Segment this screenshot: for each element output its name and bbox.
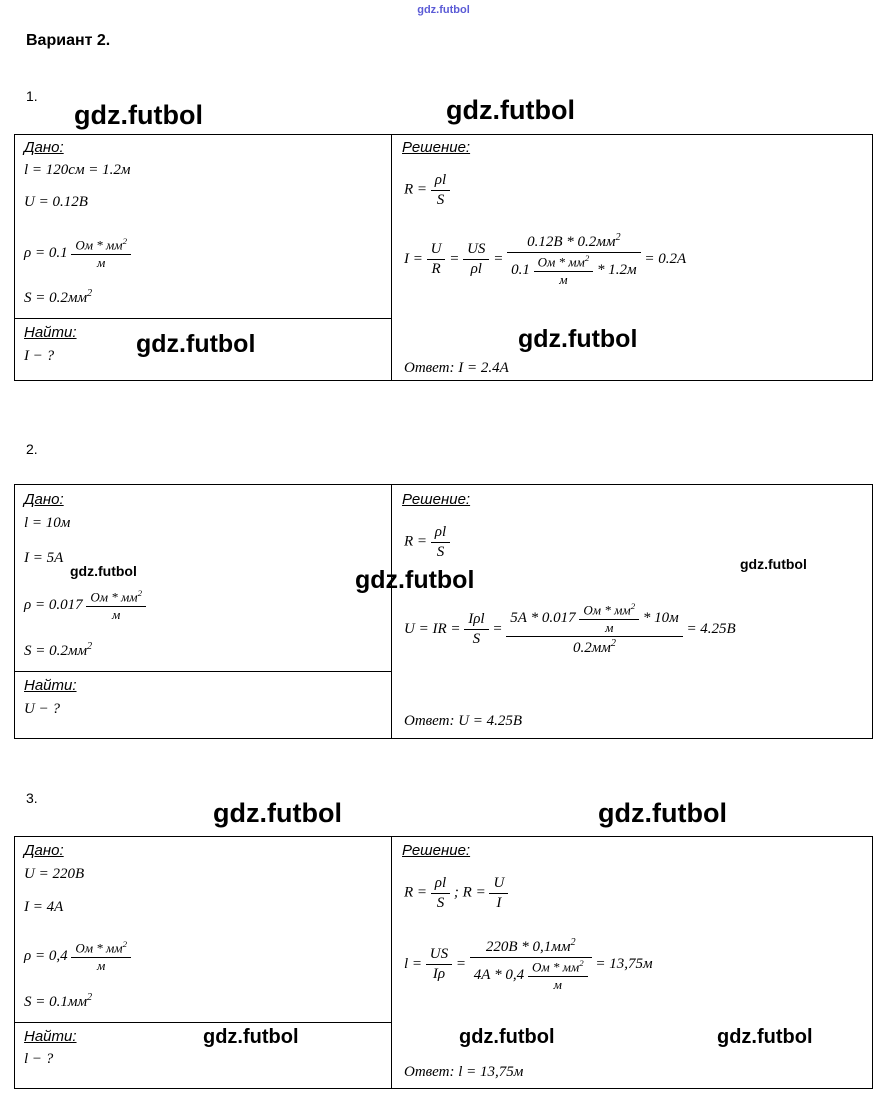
task-2-answer: Ответ: U = 4.25В (404, 713, 523, 729)
task-2-given-l: l = 10м (24, 515, 71, 531)
watermark-top: gdz.futbol (417, 4, 470, 16)
task-3-find-value: l − ? (24, 1051, 54, 1067)
task-1-divider (391, 134, 392, 381)
task-1-given-l: l = 120см = 1.2м (24, 162, 131, 178)
task-2-given-rho: ρ = 0.017 $\frac{Ом * мм^2}{м}$ (24, 589, 146, 622)
task-1-rho-den: м (97, 254, 106, 270)
task-2-given-find-divider (15, 671, 391, 672)
task-3-R-fraction: $\frac{\rho l}{S}$ (431, 875, 450, 912)
task-1-rho-num: Ом * $мм^2$ (71, 237, 131, 255)
watermark: gdz.futbol (459, 1026, 555, 1048)
watermark: gdz.futbol (213, 798, 342, 828)
task-1-rho-fraction (71, 237, 131, 270)
watermark: gdz.futbol (203, 1026, 299, 1048)
task-2-find-value: U − ? (24, 701, 60, 717)
task-1-formula-I: I = $\frac{U}{R}$ = $\frac{US}{\rho l}$ = $0.12В * 0.2мм^2$ 0.1 $\frac{Ом * мм^2}{м}$ * 1.2м = 0.2А (404, 232, 687, 287)
task-1-given-rho (24, 237, 131, 270)
task-1-I-f1: $\frac{U}{R}$ (427, 241, 446, 278)
task-3-formula-l: l = $\frac{US}{I\rho}$ = $220В * 0,1мм^2$ 4А * 0,4 $\frac{Ом * мм^2}{м}$ = 13,75м (404, 937, 653, 992)
task-1-I-f3 (507, 232, 641, 287)
watermark: gdz.futbol (740, 556, 807, 572)
task-1-answer: Ответ: I = 2.4А (404, 360, 509, 376)
watermark: gdz.futbol (446, 95, 575, 125)
watermark: gdz.futbol (598, 798, 727, 828)
task-1-given-find-divider (15, 318, 391, 319)
watermark: gdz.futbol (74, 100, 203, 130)
task-3-l-f1: $\frac{US}{I\rho}$ (426, 946, 452, 983)
solution-label-1: Решение: (402, 139, 471, 156)
watermark: gdz.futbol (70, 563, 137, 579)
task-2-rho-fraction: $\frac{Ом * мм^2}{м}$ (86, 589, 146, 622)
page-title: Вариант 2. (26, 32, 111, 49)
task-2-U-f2-num: 5А * 0.017 $\frac{Ом * мм^2}{м}$ * 10м (506, 602, 682, 637)
task-3-answer: Ответ: l = 13,75м (404, 1064, 524, 1080)
task-3-l-f2-num: $220В * 0,1мм^2$ (470, 937, 592, 958)
task-3-given-U: U = 220В (24, 866, 85, 882)
task-1-R-fraction: $\frac{\rho l}{S}$ (431, 172, 450, 209)
task-1-find-value: I − ? (24, 348, 55, 364)
task-1-formula-R: R = $\frac{\rho l}{S}$ (404, 172, 450, 209)
task-3-l-f2 (470, 937, 592, 992)
task-2-U-f2 (506, 602, 682, 657)
task-2-given-S: $S = 0.2мм^2$ (24, 641, 93, 659)
task-1-given-S: $S = 0.2мм^2$ (24, 288, 93, 306)
task-3-rho-fraction: $\frac{Ом * мм^2}{м}$ (71, 940, 131, 973)
task-2-formula-U: U = IR = $\frac{\text{Iρl}}{S}$ = 5А * 0.017 $\frac{Ом * мм^2}{м}$ * 10м $0.2мм^2$ = 4.25В (404, 601, 736, 657)
task-number-1: 1. (26, 88, 38, 104)
task-3-given-S: $S = 0.1мм^2$ (24, 992, 93, 1010)
solution-label-3: Решение: (402, 842, 471, 859)
task-2-divider (391, 484, 392, 739)
task-2-U-f1: $\frac{\text{Iρl}}{S}$ (464, 611, 488, 648)
task-3-R2-fraction: $\frac{U}{I}$ (489, 875, 508, 912)
given-label-2: Дано: (24, 491, 64, 508)
task-1-given-U: U = 0.12В (24, 194, 88, 210)
task-2-formula-R: R = $\frac{\rho l}{S}$ (404, 524, 450, 561)
task-3-given-rho: ρ = 0,4 $\frac{Ом * мм^2}{м}$ (24, 940, 131, 973)
task-3-formula-R: R = $\frac{\rho l}{S}$ ; R = $\frac{U}{I}$ (404, 875, 508, 912)
watermark: gdz.futbol (355, 566, 475, 594)
task-1-I-f3-num: $0.12В * 0.2мм^2$ (507, 232, 641, 253)
task-2-given-I: I = 5А (24, 550, 64, 566)
task-3-divider (391, 836, 392, 1089)
task-2-U-f2-den: $0.2мм^2$ (572, 638, 616, 657)
solution-label-2: Решение: (402, 491, 471, 508)
task-3-given-I: I = 4А (24, 899, 64, 915)
find-label-3: Найти: (24, 1028, 77, 1045)
task-3-given-find-divider (15, 1022, 391, 1023)
given-label-1: Дано: (24, 139, 64, 156)
task-number-2: 2. (26, 441, 38, 457)
find-label-1: Найти: (24, 324, 77, 341)
task-1-rho-coeff: ρ = 0.1 (24, 245, 68, 262)
given-label-3: Дано: (24, 842, 64, 859)
task-3-l-f2-den: 4А * 0,4 $\frac{Ом * мм^2}{м}$ (470, 958, 592, 992)
task-number-3: 3. (26, 790, 38, 806)
watermark: gdz.futbol (518, 325, 638, 353)
task-1-I-f3-den: 0.1 $\frac{Ом * мм^2}{м}$ * 1.2м (511, 252, 637, 287)
task-1-I-f2: $\frac{US}{\rho l}$ (463, 241, 489, 278)
find-label-2: Найти: (24, 677, 77, 694)
task-2-R-fraction: $\frac{\rho l}{S}$ (431, 524, 450, 561)
watermark: gdz.futbol (717, 1026, 813, 1048)
watermark: gdz.futbol (136, 330, 256, 358)
